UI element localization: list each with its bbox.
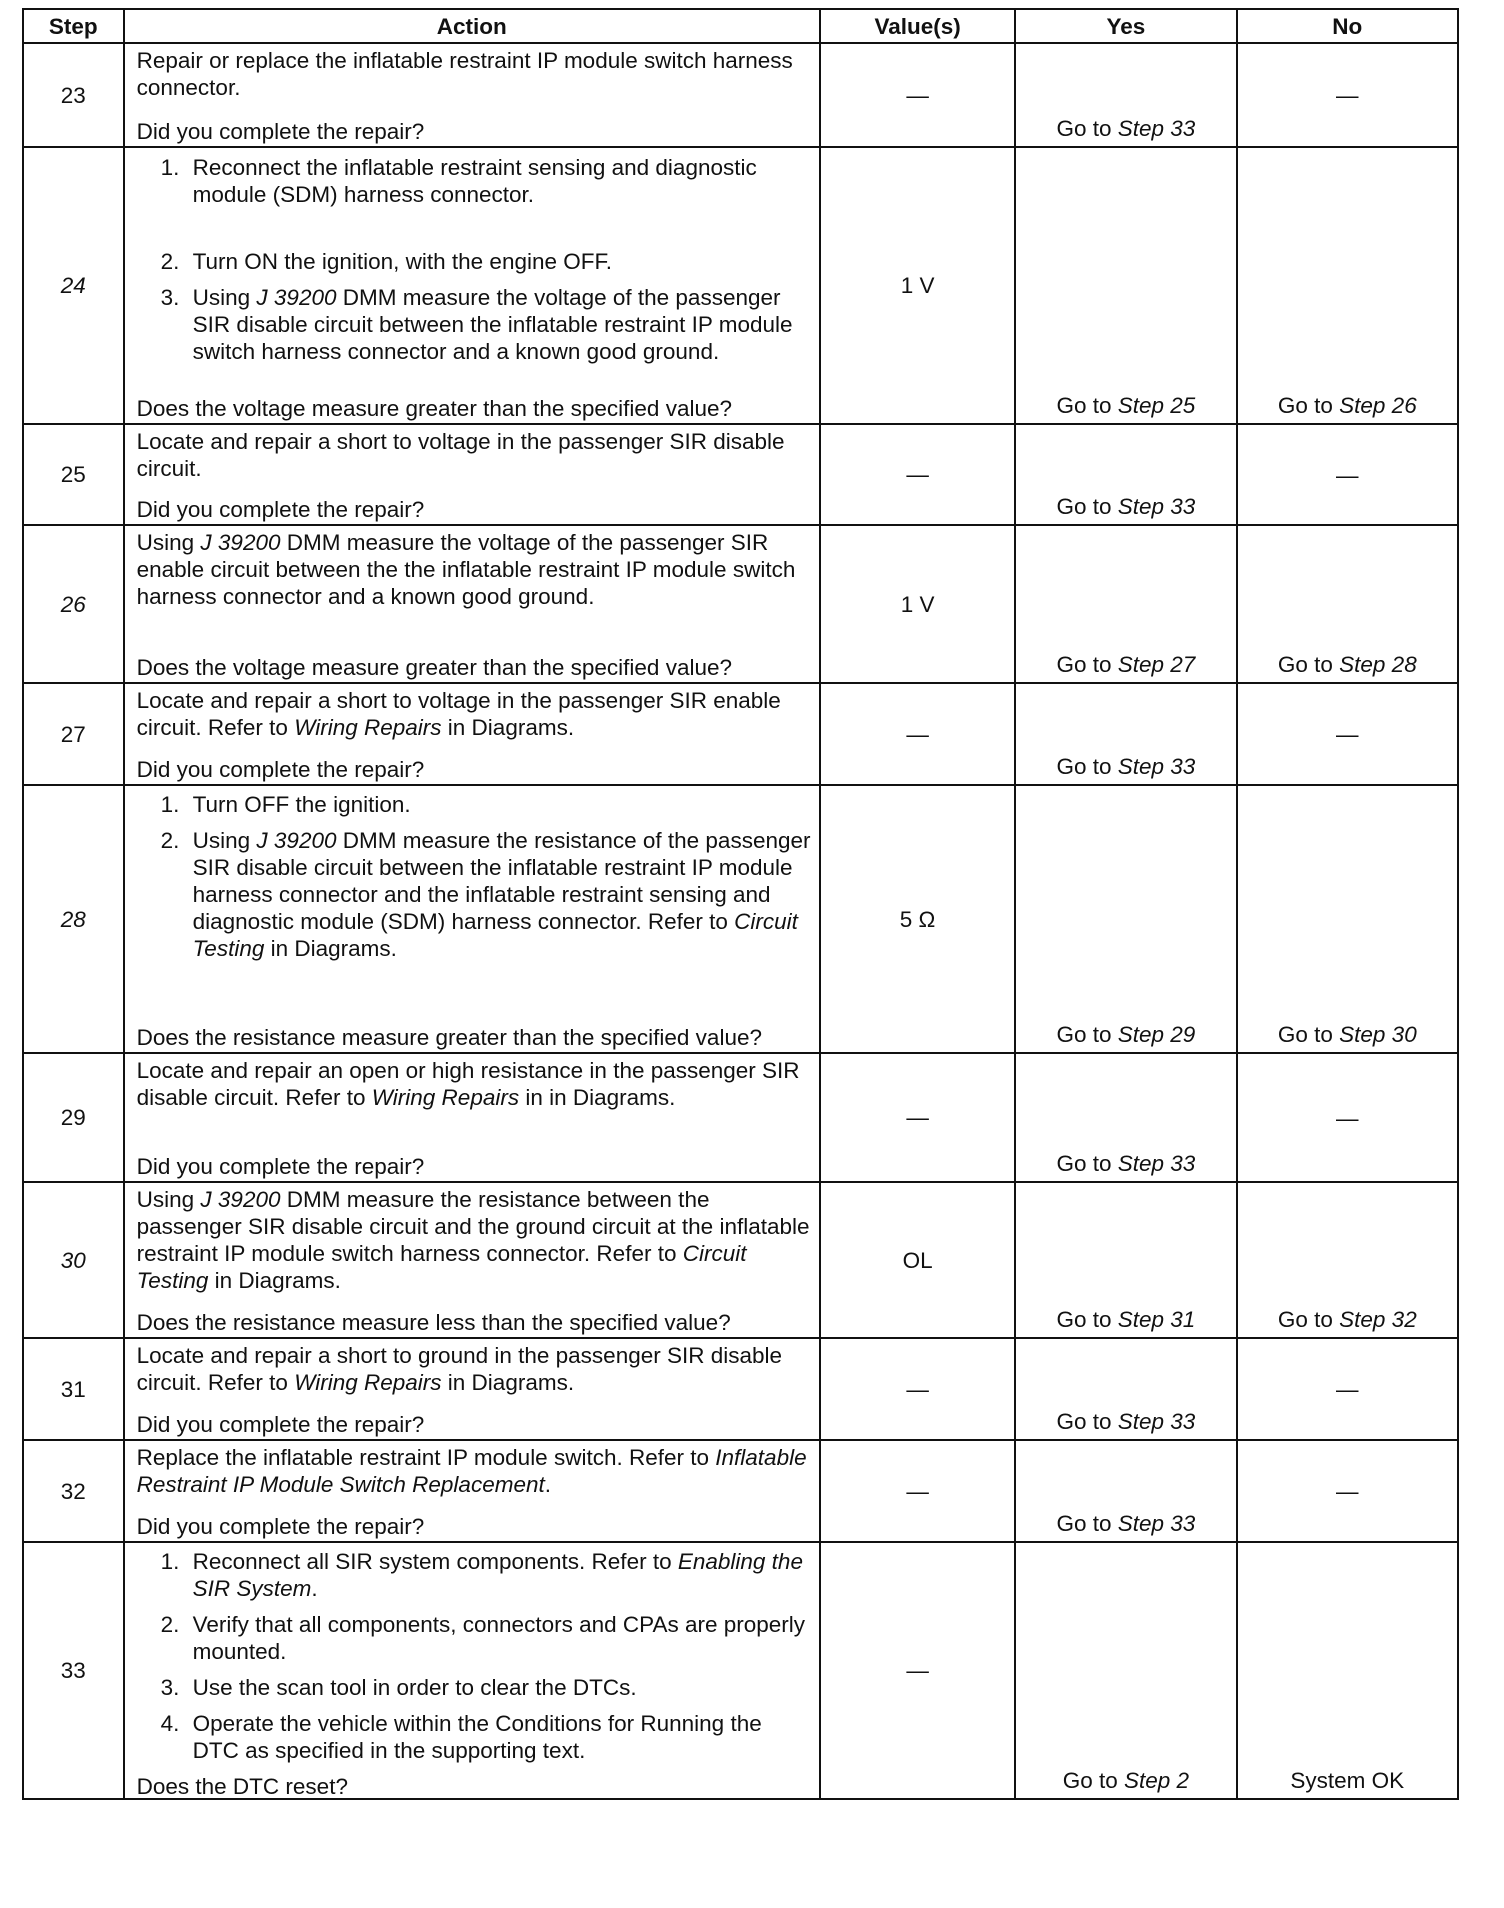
action-question: Does the resistance measure less than the specified value? — [136, 1309, 731, 1335]
action-question: Did you complete the repair? — [136, 1153, 425, 1179]
yes-cell: Go to Step 31 — [1015, 1182, 1236, 1338]
yes-cell: Go to Step 27 — [1015, 525, 1236, 683]
header-row — [23, 9, 1458, 43]
step-number: 25 — [23, 424, 124, 525]
table-row — [23, 683, 1458, 785]
table-row — [23, 1440, 1458, 1542]
no-cell: — — [1237, 1053, 1458, 1182]
step-number: 24 — [23, 147, 124, 424]
table-row — [23, 147, 1458, 424]
yes-cell: Go to Step 33 — [1015, 683, 1236, 785]
value-cell: 1 V — [820, 147, 1015, 424]
no-cell: Go to Step 32 — [1237, 1182, 1458, 1338]
no-cell: — — [1237, 424, 1458, 525]
step-number: 31 — [23, 1338, 124, 1440]
value-cell: — — [820, 1053, 1015, 1182]
step-number: 23 — [23, 43, 124, 147]
step-number: 29 — [23, 1053, 124, 1182]
header-step: Step — [23, 9, 124, 43]
header-no: No — [1237, 9, 1458, 43]
yes-cell: Go to Step 33 — [1015, 1053, 1236, 1182]
step-number: 30 — [23, 1182, 124, 1338]
no-cell: — — [1237, 1338, 1458, 1440]
action-text: Locate and repair an open or high resistance in the passenger SIR disable circuit. Refer to Wiring Repairs in in Diagrams. — [136, 1057, 800, 1110]
step-number: 26 — [23, 525, 124, 683]
action-cell — [124, 424, 820, 525]
value-cell: — — [820, 1338, 1015, 1440]
table-row — [23, 1338, 1458, 1440]
action-cell — [124, 1182, 820, 1338]
action-question: Did you complete the repair? — [136, 1513, 425, 1539]
action-cell — [124, 525, 820, 683]
action-cell — [124, 1053, 820, 1182]
table-row — [23, 424, 1458, 525]
diagnostic-table — [22, 8, 1459, 1800]
step-number: 27 — [23, 683, 124, 785]
value-cell: 1 V — [820, 525, 1015, 683]
action-text: Locate and repair a short to ground in the passenger SIR disable circuit. Refer to Wiring Repairs in Diagrams. — [136, 1342, 783, 1395]
action-cell — [124, 683, 820, 785]
action-question: Did you complete the repair? — [136, 118, 425, 144]
yes-cell: Go to Step 29 — [1015, 785, 1236, 1053]
value-cell: — — [820, 43, 1015, 147]
table-row — [23, 1542, 1458, 1799]
action-text: Using J 39200 DMM measure the resistance between the passenger SIR disable circuit and the ground circuit at the inflatable restraint IP module switch harness connector. Refer to Circuit Testing in Diagrams. — [136, 1186, 810, 1293]
no-cell: — — [1237, 1440, 1458, 1542]
table-row — [23, 1053, 1458, 1182]
header-values: Value(s) — [820, 9, 1015, 43]
yes-cell: Go to Step 33 — [1015, 43, 1236, 147]
action-cell — [124, 1440, 820, 1542]
table-row — [23, 785, 1458, 1053]
table-row — [23, 1182, 1458, 1338]
value-cell: — — [820, 1542, 1015, 1799]
action-question: Did you complete the repair? — [136, 1411, 425, 1437]
action-question: Does the voltage measure greater than the specified value? — [136, 654, 732, 680]
action-question: Did you complete the repair? — [136, 496, 425, 522]
value-cell: OL — [820, 1182, 1015, 1338]
value-cell: — — [820, 424, 1015, 525]
action-text: Locate and repair a short to voltage in the passenger SIR disable circuit. — [136, 428, 785, 481]
action-text: Using J 39200 DMM measure the voltage of the passenger SIR enable circuit between the the inflatable restraint IP module switch harness connector and a known good ground. — [136, 529, 796, 609]
action-cell — [124, 1338, 820, 1440]
header-action: Action — [124, 9, 820, 43]
table-row — [23, 43, 1458, 147]
action-text: Locate and repair a short to voltage in the passenger SIR enable circuit. Refer to Wiring Repairs in Diagrams. — [136, 687, 781, 740]
action-question: Does the resistance measure greater than the specified value? — [136, 1024, 762, 1050]
yes-cell: Go to Step 33 — [1015, 1440, 1236, 1542]
header-yes: Yes — [1015, 9, 1236, 43]
yes-cell: Go to Step 2 — [1015, 1542, 1236, 1799]
table-row — [23, 525, 1458, 683]
no-cell: — — [1237, 43, 1458, 147]
no-cell: — — [1237, 683, 1458, 785]
action-question: Does the DTC reset? — [136, 1773, 348, 1799]
step-number: 33 — [23, 1542, 124, 1799]
yes-cell: Go to Step 25 — [1015, 147, 1236, 424]
value-cell: 5 Ω — [820, 785, 1015, 1053]
no-cell: Go to Step 28 — [1237, 525, 1458, 683]
yes-cell: Go to Step 33 — [1015, 424, 1236, 525]
action-cell: 1. Reconnect the inflatable restraint sensing and diagnostic module (SDM) harness connector. 2. Turn ON the ignition, with the engine OFF. 3. Using J 39200 DMM measure the voltage of the passenger SIR disable circuit between the inflatable restraint IP module switch harness connector and a known good ground. Does the voltage measure greater than the specified value? — [124, 147, 820, 424]
step-number: 28 — [23, 785, 124, 1053]
action-text: Repair or replace the inflatable restraint IP module switch harness connector. — [136, 47, 793, 100]
action-text: Replace the inflatable restraint IP module switch. Refer to Inflatable Restraint IP Module Switch Replacement. — [136, 1444, 807, 1497]
value-cell: — — [820, 683, 1015, 785]
step-number: 32 — [23, 1440, 124, 1542]
action-cell: 1. Turn OFF the ignition. 2. Using J 39200 DMM measure the resistance of the passenger SIR disable circuit between the inflatable restraint IP module harness connector and the inflatable restraint sensing and diagnostic module (SDM) harness connector. Refer to Circuit Testing in Diagrams. Does the resistance measure greater than the specified value? — [124, 785, 820, 1053]
action-cell — [124, 43, 820, 147]
no-cell: System OK — [1237, 1542, 1458, 1799]
action-question: Did you complete the repair? — [136, 756, 425, 782]
no-cell: Go to Step 26 — [1237, 147, 1458, 424]
value-cell: — — [820, 1440, 1015, 1542]
action-question: Does the voltage measure greater than the specified value? — [136, 395, 732, 421]
no-cell: Go to Step 30 — [1237, 785, 1458, 1053]
yes-cell: Go to Step 33 — [1015, 1338, 1236, 1440]
action-cell: 1. Reconnect all SIR system components. Refer to Enabling the SIR System. 2. Verify that all components, connectors and CPAs are properly mounted. 3. Use the scan tool in order to clear the DTCs. 4. Operate the vehicle within the Conditions for Running the DTC as specified in the supporting text. Does the DTC reset? — [124, 1542, 820, 1799]
